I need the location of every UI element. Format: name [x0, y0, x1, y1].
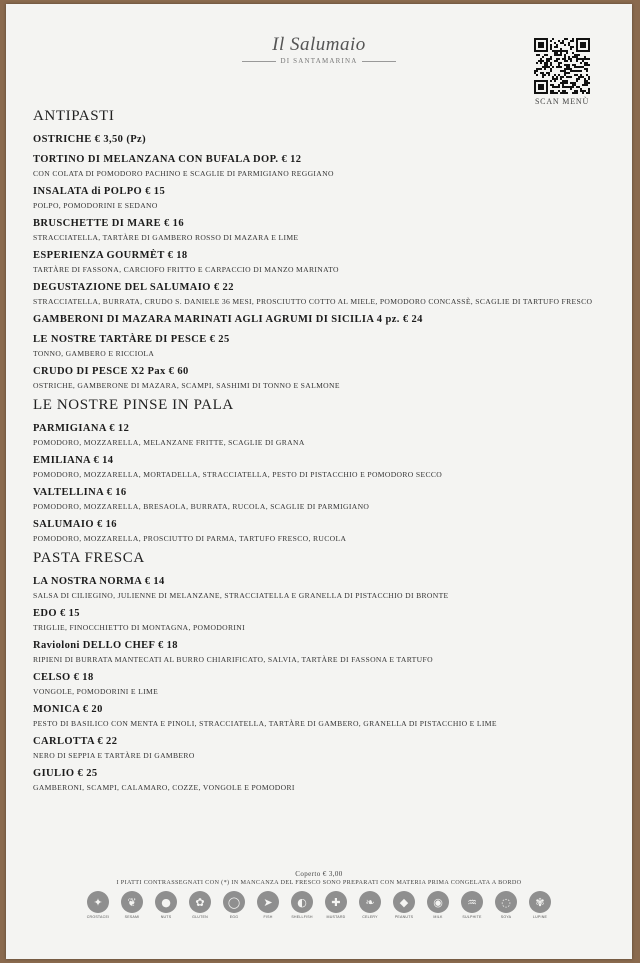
allergen-item	[187, 891, 214, 919]
menu-item	[33, 333, 613, 359]
menu-item	[33, 313, 613, 327]
gluten-icon: ✿	[189, 891, 211, 913]
menu-item	[33, 518, 613, 544]
dish-description: TRIGLIE, FINOCCHIETTO DI MONTAGNA, POMODORINI	[33, 623, 246, 632]
dish-name: GAMBERONI DI MAZARA MARINATI AGLI AGRUMI DI SICILIA 4 pz. € 24	[33, 314, 423, 325]
divider	[362, 61, 396, 62]
allergen-item	[391, 891, 418, 919]
allergen-item	[153, 891, 180, 919]
dish-name: DEGUSTAZIONE DEL SALUMAIO € 22	[33, 282, 234, 293]
qr-code-block[interactable]	[532, 38, 592, 106]
menu-item	[33, 422, 613, 448]
cover-charge: Coperto € 3,00	[295, 870, 343, 878]
logo-title: Il Salumaio	[272, 34, 366, 55]
allergen-label: EGG	[229, 915, 239, 919]
dish-name: CARLOTTA € 22	[33, 736, 118, 747]
menu-content	[33, 108, 613, 799]
allergen-label: FISH	[263, 915, 273, 919]
menu-item	[33, 735, 613, 761]
dish-name: INSALATA di POLPO € 15	[33, 186, 166, 197]
egg-icon: ◯	[223, 891, 245, 913]
allergen-label: MUSTARD	[326, 915, 346, 919]
menu-item	[33, 607, 613, 633]
dish-name: GIULIO € 25	[33, 768, 98, 779]
dish-name: BRUSCHETTE DI MARE € 16	[33, 218, 184, 229]
dish-description: VONGOLE, POMODORINI E LIME	[33, 687, 159, 696]
dish-name: ESPERIENZA GOURMÈT € 18	[33, 250, 188, 261]
dish-description: STRACCIATELLA, TARTÀRE DI GAMBERO ROSSO DI MAZARA E LIME	[33, 233, 299, 242]
qr-code-icon[interactable]	[534, 38, 590, 94]
menu-item	[33, 767, 613, 793]
dish-name: PARMIGIANA € 12	[33, 423, 130, 434]
allergen-label: SHELLFISH	[291, 915, 313, 919]
dish-description: POLPO, POMODORINI E SEDANO	[33, 201, 158, 210]
menu-footer	[6, 870, 632, 919]
menu-item	[33, 703, 613, 729]
dish-description: STRACCIATELLA, BURRATA, CRUDO S. DANIELE 36 MESI, PROSCIUTTO COTTO AL MIELE, POMODORO CONCASSÈ, SCAGLIE DI TARTUFO FRESCO	[33, 297, 593, 306]
allergen-label: PEANUTS	[394, 915, 414, 919]
dish-description: GAMBERONI, SCAMPI, CALAMARO, COZZE, VONGOLE E POMODORI	[33, 783, 295, 792]
dish-name: LA NOSTRA NORMA € 14	[33, 576, 165, 587]
menu-section	[33, 397, 613, 544]
dish-description: CON COLATA DI POMODORO PACHINO E SCAGLIE DI PARMIGIANO REGGIANO	[33, 169, 334, 178]
section-title: LE NOSTRE PINSE IN PALA	[33, 397, 234, 413]
dish-name: VALTELLINA € 16	[33, 487, 127, 498]
menu-item	[33, 639, 613, 665]
dish-name: TORTINO DI MELANZANA CON BUFALA DOP. € 12	[33, 154, 302, 165]
frozen-note: I PIATTI CONTRASSEGNATI CON (*) IN MANCANZA DEL FRESCO SONO PREPARATI CON MATERIA PRIMA CONGELATA A BORDO	[116, 879, 522, 886]
dish-name: EMILIANA € 14	[33, 455, 114, 466]
dish-name: LE NOSTRE TARTÀRE DI PESCE € 25	[33, 334, 230, 345]
dish-description: POMODORO, MOZZARELLA, MORTADELLA, STRACCIATELLA, PESTO DI PISTACCHIO E POMODORO SECCO	[33, 470, 443, 479]
dish-description: OSTRICHE, GAMBERONE DI MAZARA, SCAMPI, SASHIMI DI TONNO E SALMONE	[33, 381, 340, 390]
section-title: PASTA FRESCA	[33, 550, 145, 566]
sesame-icon: ❦	[121, 891, 143, 913]
allergen-legend	[6, 891, 632, 919]
dish-description: TONNO, GAMBERO E RICCIOLA	[33, 349, 155, 358]
section-title: ANTIPASTI	[33, 108, 115, 124]
menu-item	[33, 133, 613, 147]
allergen-item	[493, 891, 520, 919]
milk-icon: ◉	[427, 891, 449, 913]
soya-icon: ◌	[495, 891, 517, 913]
menu-item	[33, 486, 613, 512]
dish-name: SALUMAIO € 16	[33, 519, 117, 530]
menu-item	[33, 281, 613, 307]
allergen-item	[527, 891, 554, 919]
fish-icon: ➤	[257, 891, 279, 913]
allergen-item	[323, 891, 350, 919]
shellfish-icon: ◐	[291, 891, 313, 913]
lupine-icon: ✾	[529, 891, 551, 913]
dish-name: OSTRICHE € 3,50 (Pz)	[33, 134, 146, 145]
divider	[242, 61, 276, 62]
allergen-label: CROSTACEI	[86, 915, 110, 919]
dish-description: TARTÀRE DI FASSONA, CARCIOFO FRITTO E CARPACCIO DI MANZO MARINATO	[33, 265, 339, 274]
dish-name: MONICA € 20	[33, 704, 103, 715]
dish-description: POMODORO, MOZZARELLA, BRESAOLA, BURRATA, RUCOLA, SCAGLIE DI PARMIGIANO	[33, 502, 370, 511]
dish-description: RIPIENI DI BURRATA MANTECATI AL BURRO CHIARIFICATO, SALVIA, TARTÀRE DI FASSONA E TARTUFO	[33, 655, 433, 664]
allergen-item	[221, 891, 248, 919]
sulphite-icon: ♒	[461, 891, 483, 913]
mustard-icon: ✚	[325, 891, 347, 913]
allergen-item	[425, 891, 452, 919]
menu-item	[33, 249, 613, 275]
dish-name: Ravioloni DELLO CHEF € 18	[33, 640, 178, 651]
allergen-label: MILK	[433, 915, 443, 919]
menu-item	[33, 575, 613, 601]
dish-name: CRUDO DI PESCE X2 Pax € 60	[33, 366, 189, 377]
allergen-label: GLUTEN	[192, 915, 208, 919]
allergen-item	[289, 891, 316, 919]
allergen-label: SESAMI	[124, 915, 140, 919]
menu-item	[33, 185, 613, 211]
dish-description: NERO DI SEPPIA E TARTÀRE DI GAMBERO	[33, 751, 195, 760]
allergen-label: CELERY	[362, 915, 378, 919]
allergen-label: LUPINE	[532, 915, 548, 919]
allergen-label: NUTS	[160, 915, 172, 919]
menu-item	[33, 217, 613, 243]
nuts-icon: ●	[155, 891, 177, 913]
celery-icon: ❧	[359, 891, 381, 913]
logo-subtitle: DI SANTAMARINA	[280, 57, 358, 65]
menu-section	[33, 108, 613, 391]
menu-item	[33, 671, 613, 697]
dish-name: EDO € 15	[33, 608, 80, 619]
dish-name: CELSO € 18	[33, 672, 94, 683]
allergen-item	[119, 891, 146, 919]
allergen-label: SULPHITE	[462, 915, 482, 919]
allergen-item	[85, 891, 112, 919]
qr-label: SCAN MENÙ	[534, 97, 590, 106]
menu-item	[33, 454, 613, 480]
allergen-item	[459, 891, 486, 919]
allergen-item	[255, 891, 282, 919]
dish-description: PESTO DI BASILICO CON MENTA E PINOLI, STRACCIATELLA, TARTÀRE DI GAMBERO, GRANELLA DI PISTACCHIO E LIME	[33, 719, 497, 728]
peanuts-icon: ◆	[393, 891, 415, 913]
menu-page	[6, 4, 632, 959]
crustacean-icon: ✦	[87, 891, 109, 913]
menu-item	[33, 153, 613, 179]
menu-section	[33, 550, 613, 793]
allergen-item	[357, 891, 384, 919]
dish-description: POMODORO, MOZZARELLA, PROSCIUTTO DI PARMA, TARTUFO FRESCO, RUCOLA	[33, 534, 347, 543]
dish-description: POMODORO, MOZZARELLA, MELANZANE FRITTE, SCAGLIE DI GRANA	[33, 438, 305, 447]
dish-description: SALSA DI CILIEGINO, JULIENNE DI MELANZANE, STRACCIATELLA E GRANELLA DI PISTACCHIO DI BRONTE	[33, 591, 449, 600]
allergen-label: SOYA	[500, 915, 512, 919]
menu-item	[33, 365, 613, 391]
